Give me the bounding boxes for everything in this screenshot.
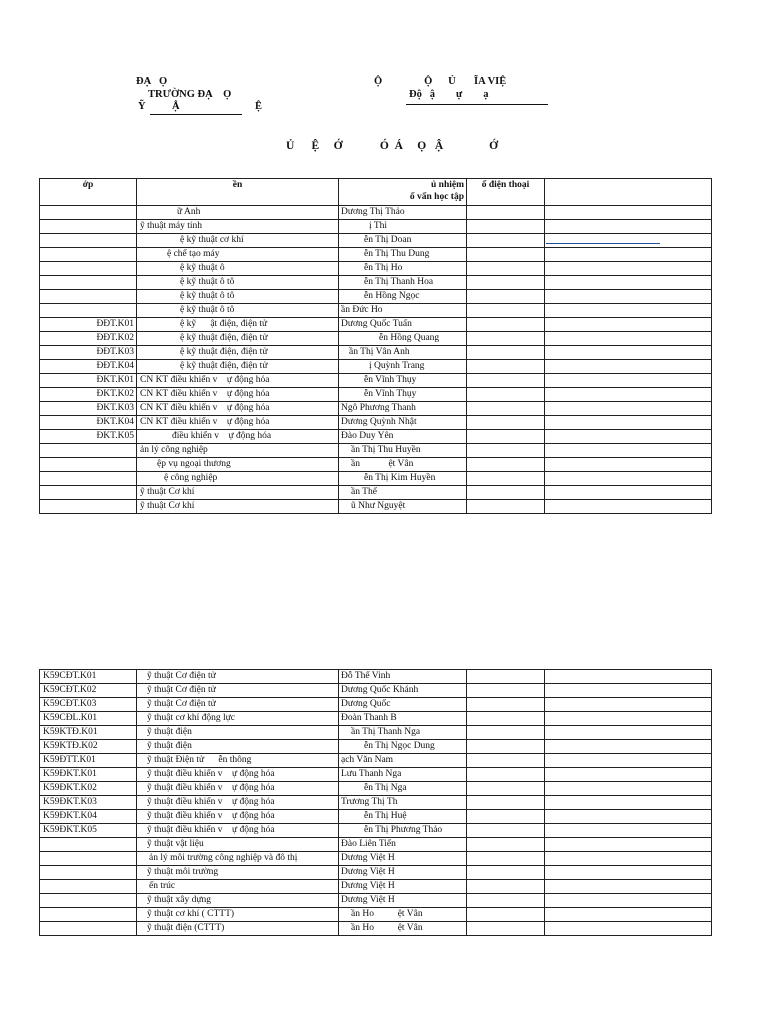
cell-phone [467, 796, 545, 810]
cell-phone [467, 500, 545, 514]
cell-advisor: ạch Văn Nam [339, 754, 467, 768]
cell-major: CN KT điều khiển v ự động hóa [137, 388, 339, 402]
table-row [40, 922, 712, 936]
cell-major: ệ kỹ thuật cơ khí [137, 234, 339, 248]
cell-class [40, 922, 137, 936]
cell-phone [467, 684, 545, 698]
cell-advisor: ễn Thị Huệ [339, 810, 467, 824]
cell-advisor: Dương Việt H [339, 866, 467, 880]
table-row [40, 430, 712, 444]
cell-class [40, 304, 137, 318]
cell-extra [545, 684, 712, 698]
cell-class [40, 290, 137, 304]
cell-extra [545, 360, 712, 374]
cell-phone [467, 486, 545, 500]
cell-phone [467, 360, 545, 374]
cell-class: ĐĐT.K01 [40, 318, 137, 332]
cell-phone [467, 248, 545, 262]
cell-extra [545, 206, 712, 220]
cell-class: K59CĐT.K01 [40, 670, 137, 684]
cell-phone [467, 346, 545, 360]
cell-major: ản lý môi trường công nghiệp và đô thị [137, 852, 339, 866]
cell-phone [467, 894, 545, 908]
cell-advisor: ễn Thị Thanh Hoa [339, 276, 467, 290]
cell-class [40, 852, 137, 866]
table-row [40, 740, 712, 754]
cell-major: ệ kỹ thuật điện, điện tử [137, 360, 339, 374]
cell-extra [545, 810, 712, 824]
cell-extra [545, 374, 712, 388]
national-title: Ộ Ộ Ủ ĨA VIỆ [374, 76, 507, 87]
cell-class: K59ĐKT.K02 [40, 782, 137, 796]
cell-class: K59ĐKT.K04 [40, 810, 137, 824]
cell-advisor: ễn Thị Kim Huyền [339, 472, 467, 486]
table-row [40, 894, 712, 908]
cell-class [40, 486, 137, 500]
cell-extra [545, 852, 712, 866]
cell-extra [545, 332, 712, 346]
table-row [40, 472, 712, 486]
cell-major: CN KT điều khiển v ự động hóa [137, 374, 339, 388]
cell-extra [545, 670, 712, 684]
cell-class: K59ĐKT.K05 [40, 824, 137, 838]
cell-phone [467, 810, 545, 824]
cell-major: ệp vụ ngoại thương [137, 458, 339, 472]
cell-extra [545, 262, 712, 276]
cell-class [40, 248, 137, 262]
cell-advisor: Dương Thị Thảo [339, 206, 467, 220]
cell-extra [545, 248, 712, 262]
cell-advisor: ần Ho ệt Vân [339, 908, 467, 922]
table-row [40, 684, 712, 698]
cell-phone [467, 712, 545, 726]
cell-advisor: Trương Thị Th [339, 796, 467, 810]
table-row [40, 754, 712, 768]
cell-phone [467, 276, 545, 290]
cell-extra [545, 346, 712, 360]
cell-major: ỹ thuật Cơ khí [137, 500, 339, 514]
cell-class: K59ĐTT.K01 [40, 754, 137, 768]
table-row [40, 220, 712, 234]
cell-class: ĐĐT.K02 [40, 332, 137, 346]
cell-advisor: Lưu Thanh Nga [339, 768, 467, 782]
table-row [40, 768, 712, 782]
table-row [40, 444, 712, 458]
cell-advisor: Đào Duy Yên [339, 430, 467, 444]
cell-advisor: ễn Vĩnh Thụy [339, 374, 467, 388]
cell-major: ỹ thuật điều khiển v ự động hóa [137, 810, 339, 824]
cell-advisor: ị Quỳnh Trang [339, 360, 467, 374]
cell-major: ỹ thuật điều khiển v ự động hóa [137, 782, 339, 796]
cell-phone [467, 430, 545, 444]
cell-extra [545, 304, 712, 318]
cell-extra [545, 234, 712, 248]
cell-extra [545, 880, 712, 894]
cell-major: ệ kỹ thuật ô tô [137, 276, 339, 290]
table-row [40, 712, 712, 726]
cell-class: ĐĐT.K03 [40, 346, 137, 360]
cell-advisor: Dương Việt H [339, 894, 467, 908]
table-row [40, 782, 712, 796]
cell-extra [545, 908, 712, 922]
cell-phone [467, 472, 545, 486]
cell-class [40, 894, 137, 908]
table-row [40, 880, 712, 894]
cell-major: ỹ thuật Cơ điện tử [137, 698, 339, 712]
cell-advisor: Đỗ Thế Vinh [339, 670, 467, 684]
table-header-row [40, 179, 712, 206]
cell-phone [467, 670, 545, 684]
cell-class [40, 276, 137, 290]
table-row [40, 360, 712, 374]
cell-major: ỹ thuật Điện tử ễn thông [137, 754, 339, 768]
cell-phone [467, 908, 545, 922]
cell-major: ỹ thuật cơ khí ( CTTT) [137, 908, 339, 922]
cell-advisor: ễn Thị Nga [339, 782, 467, 796]
school-ministry-line: ĐẠ Ọ [136, 76, 168, 87]
cell-class: ĐKT.K03 [40, 402, 137, 416]
cell-class [40, 866, 137, 880]
cell-extra [545, 768, 712, 782]
cell-major: ến trúc [137, 880, 339, 894]
school-name: TRƯỜNG ĐẠ Ọ [148, 89, 232, 100]
cell-class: K59CĐT.K03 [40, 698, 137, 712]
cell-advisor: ần Thị Vân Anh [339, 346, 467, 360]
table-row [40, 908, 712, 922]
cell-major: ỹ thuật xây dựng [137, 894, 339, 908]
cell-phone [467, 838, 545, 852]
cell-extra [545, 472, 712, 486]
cell-major: ỹ thuật điều khiển v ự động hóa [137, 824, 339, 838]
cell-major: ỹ thuật cơ khí động lực [137, 712, 339, 726]
table-row [40, 486, 712, 500]
cell-advisor: Ngô Phương Thanh [339, 402, 467, 416]
national-motto: Độ ậ ự ạ [409, 89, 489, 100]
cell-major: ệ kỹ thuật ô tô [137, 290, 339, 304]
table-row [40, 402, 712, 416]
cell-class [40, 234, 137, 248]
cell-advisor: ần Thế [339, 486, 467, 500]
cell-class [40, 220, 137, 234]
cell-phone [467, 388, 545, 402]
table-row [40, 458, 712, 472]
table-row [40, 304, 712, 318]
cell-phone [467, 866, 545, 880]
cell-class: K59KTĐ.K02 [40, 740, 137, 754]
cell-major: ỹ thuật môi trường [137, 866, 339, 880]
table-row [40, 262, 712, 276]
cell-extra [545, 726, 712, 740]
cell-phone [467, 262, 545, 276]
cell-major: ỹ thuật Cơ khí [137, 486, 339, 500]
cell-extra [545, 796, 712, 810]
table-row [40, 500, 712, 514]
cell-extra [545, 276, 712, 290]
table-row [40, 206, 712, 220]
cell-extra [545, 838, 712, 852]
motto-underline [406, 104, 548, 105]
cell-major: ệ kỹ thuật điện, điện tử [137, 346, 339, 360]
cell-extra [545, 754, 712, 768]
cell-class: ĐKT.K05 [40, 430, 137, 444]
cell-extra [545, 500, 712, 514]
advisor-table-1 [39, 178, 712, 514]
cell-phone [467, 698, 545, 712]
cell-major: ỹ thuật Cơ điện tử [137, 684, 339, 698]
header-major: ền [137, 179, 339, 206]
cell-advisor: ị Thì [339, 220, 467, 234]
cell-extra [545, 486, 712, 500]
table-row [40, 852, 712, 866]
cell-phone [467, 922, 545, 936]
header-class: ớp [40, 179, 137, 206]
cell-advisor: Dương Việt H [339, 852, 467, 866]
cell-class: K59KTĐ.K01 [40, 726, 137, 740]
cell-phone [467, 754, 545, 768]
table-row [40, 276, 712, 290]
cell-class [40, 838, 137, 852]
cell-class [40, 472, 137, 486]
cell-phone [467, 234, 545, 248]
cell-class: ĐKT.K04 [40, 416, 137, 430]
cell-major: ệ công nghiệp [137, 472, 339, 486]
cell-extra [545, 866, 712, 880]
cell-phone [467, 852, 545, 866]
cell-advisor: Dương Việt H [339, 880, 467, 894]
cell-extra [545, 712, 712, 726]
cell-class: ĐĐT.K04 [40, 360, 137, 374]
table-row [40, 670, 712, 684]
cell-extra [545, 458, 712, 472]
header-phone: ố điện thoại [467, 179, 545, 206]
cell-extra [545, 430, 712, 444]
table-row [40, 726, 712, 740]
table-row [40, 374, 712, 388]
school-name-line3-c: Ệ [255, 101, 263, 112]
cell-advisor: Dương Quốc [339, 698, 467, 712]
cell-major: ản lý công nghiệp [137, 444, 339, 458]
cell-major: ệ kỹ thuật ô tô [137, 304, 339, 318]
cell-advisor: ễn Vĩnh Thụy [339, 388, 467, 402]
table-row [40, 838, 712, 852]
cell-major: ệ kỹ thuật ô [137, 262, 339, 276]
cell-advisor: ần Thị Thanh Nga [339, 726, 467, 740]
cell-advisor: ần Thị Thu Huyền [339, 444, 467, 458]
cell-extra [545, 740, 712, 754]
cell-advisor: ễn Hồng Ngọc [339, 290, 467, 304]
cell-extra [545, 782, 712, 796]
cell-major: ỹ thuật điện [137, 726, 339, 740]
table-row [40, 416, 712, 430]
cell-major: ỹ thuật điều khiển v ự động hóa [137, 768, 339, 782]
cell-major: ệ chế tạo máy [137, 248, 339, 262]
cell-class [40, 458, 137, 472]
cell-phone [467, 332, 545, 346]
cell-phone [467, 304, 545, 318]
cell-phone [467, 782, 545, 796]
cell-class [40, 262, 137, 276]
cell-class [40, 206, 137, 220]
cell-extra [545, 922, 712, 936]
cell-phone [467, 290, 545, 304]
table-row [40, 388, 712, 402]
cell-phone [467, 318, 545, 332]
cell-advisor: ễn Thị Ngọc Dung [339, 740, 467, 754]
cell-extra [545, 220, 712, 234]
advisor-table-2 [39, 669, 712, 936]
cell-phone [467, 416, 545, 430]
cell-major: ệ kỹ thuật điện, điện tử [137, 332, 339, 346]
cell-phone [467, 220, 545, 234]
cell-class [40, 500, 137, 514]
table-row [40, 248, 712, 262]
cell-extra [545, 416, 712, 430]
cell-major: ỹ thuật Cơ điện tử [137, 670, 339, 684]
cell-phone [467, 880, 545, 894]
cell-phone [467, 374, 545, 388]
table-row [40, 824, 712, 838]
cell-phone [467, 768, 545, 782]
cell-extra [545, 388, 712, 402]
cell-advisor: ần Đức Ho [339, 304, 467, 318]
cell-phone [467, 444, 545, 458]
cell-phone [467, 402, 545, 416]
cell-class: K59CĐT.K02 [40, 684, 137, 698]
school-underline [150, 114, 242, 115]
table-row [40, 698, 712, 712]
cell-advisor: ần ệt Vân [339, 458, 467, 472]
cell-class: ĐKT.K01 [40, 374, 137, 388]
cell-major: ỹ thuật điện [137, 740, 339, 754]
cell-major: ỹ thuật điều khiển v ự động hóa [137, 796, 339, 810]
cell-extra [545, 894, 712, 908]
cell-major: điều khiển v ự động hóa [137, 430, 339, 444]
cell-extra [545, 318, 712, 332]
cell-extra [545, 444, 712, 458]
cell-advisor: ễn Thị Thu Dung [339, 248, 467, 262]
cell-advisor: ần Ho ệt Vân [339, 922, 467, 936]
cell-advisor: Dương Quỳnh Nhật [339, 416, 467, 430]
cell-extra [545, 402, 712, 416]
cell-advisor: ũ Như Nguyệt [339, 500, 467, 514]
cell-major: ỹ thuật vật liệu [137, 838, 339, 852]
cell-advisor: Đào Liên Tiến [339, 838, 467, 852]
cell-phone [467, 740, 545, 754]
school-name-line3-a: Ỹ [138, 101, 146, 112]
table-row [40, 810, 712, 824]
table-row [40, 346, 712, 360]
cell-extra [545, 824, 712, 838]
cell-class: K59ĐKT.K03 [40, 796, 137, 810]
school-name-line3-b: Ậ [172, 101, 180, 112]
cell-class [40, 908, 137, 922]
cell-major: CN KT điều khiển v ự động hóa [137, 402, 339, 416]
header-advisor: ủ nhiệm ố vấn học tập [339, 179, 467, 206]
header-extra [545, 179, 712, 206]
cell-advisor: ễn Hồng Quang [339, 332, 467, 346]
table-row [40, 290, 712, 304]
cell-class: K59CĐL.K01 [40, 712, 137, 726]
table-row [40, 234, 712, 248]
cell-major: ỹ thuật máy tính [137, 220, 339, 234]
cell-phone [467, 458, 545, 472]
document-title: Ủ Ệ Ớ Ó Á Ọ Ậ Ớ [286, 140, 499, 152]
cell-advisor: Đoàn Thanh B [339, 712, 467, 726]
cell-phone [467, 206, 545, 220]
cell-advisor: Dương Quốc Tuấn [339, 318, 467, 332]
table-row [40, 318, 712, 332]
cell-extra [545, 698, 712, 712]
table-row [40, 332, 712, 346]
cell-class [40, 444, 137, 458]
cell-major: ỹ thuật điện (CTTT) [137, 922, 339, 936]
cell-phone [467, 824, 545, 838]
cell-advisor: ễn Thị Phương Thảo [339, 824, 467, 838]
cell-advisor: Dương Quốc Khánh [339, 684, 467, 698]
cell-extra [545, 290, 712, 304]
cell-class: K59ĐKT.K01 [40, 768, 137, 782]
cell-class: ĐKT.K02 [40, 388, 137, 402]
table-row [40, 796, 712, 810]
table-row [40, 866, 712, 880]
cell-class [40, 880, 137, 894]
cell-major: ệ kỹ ật điện, điện tử [137, 318, 339, 332]
cell-major: ữ Anh [137, 206, 339, 220]
cell-advisor: ễn Thị Ho [339, 262, 467, 276]
cell-advisor: ễn Thị Doan [339, 234, 467, 248]
cell-major: CN KT điều khiển v ự động hóa [137, 416, 339, 430]
cell-phone [467, 726, 545, 740]
